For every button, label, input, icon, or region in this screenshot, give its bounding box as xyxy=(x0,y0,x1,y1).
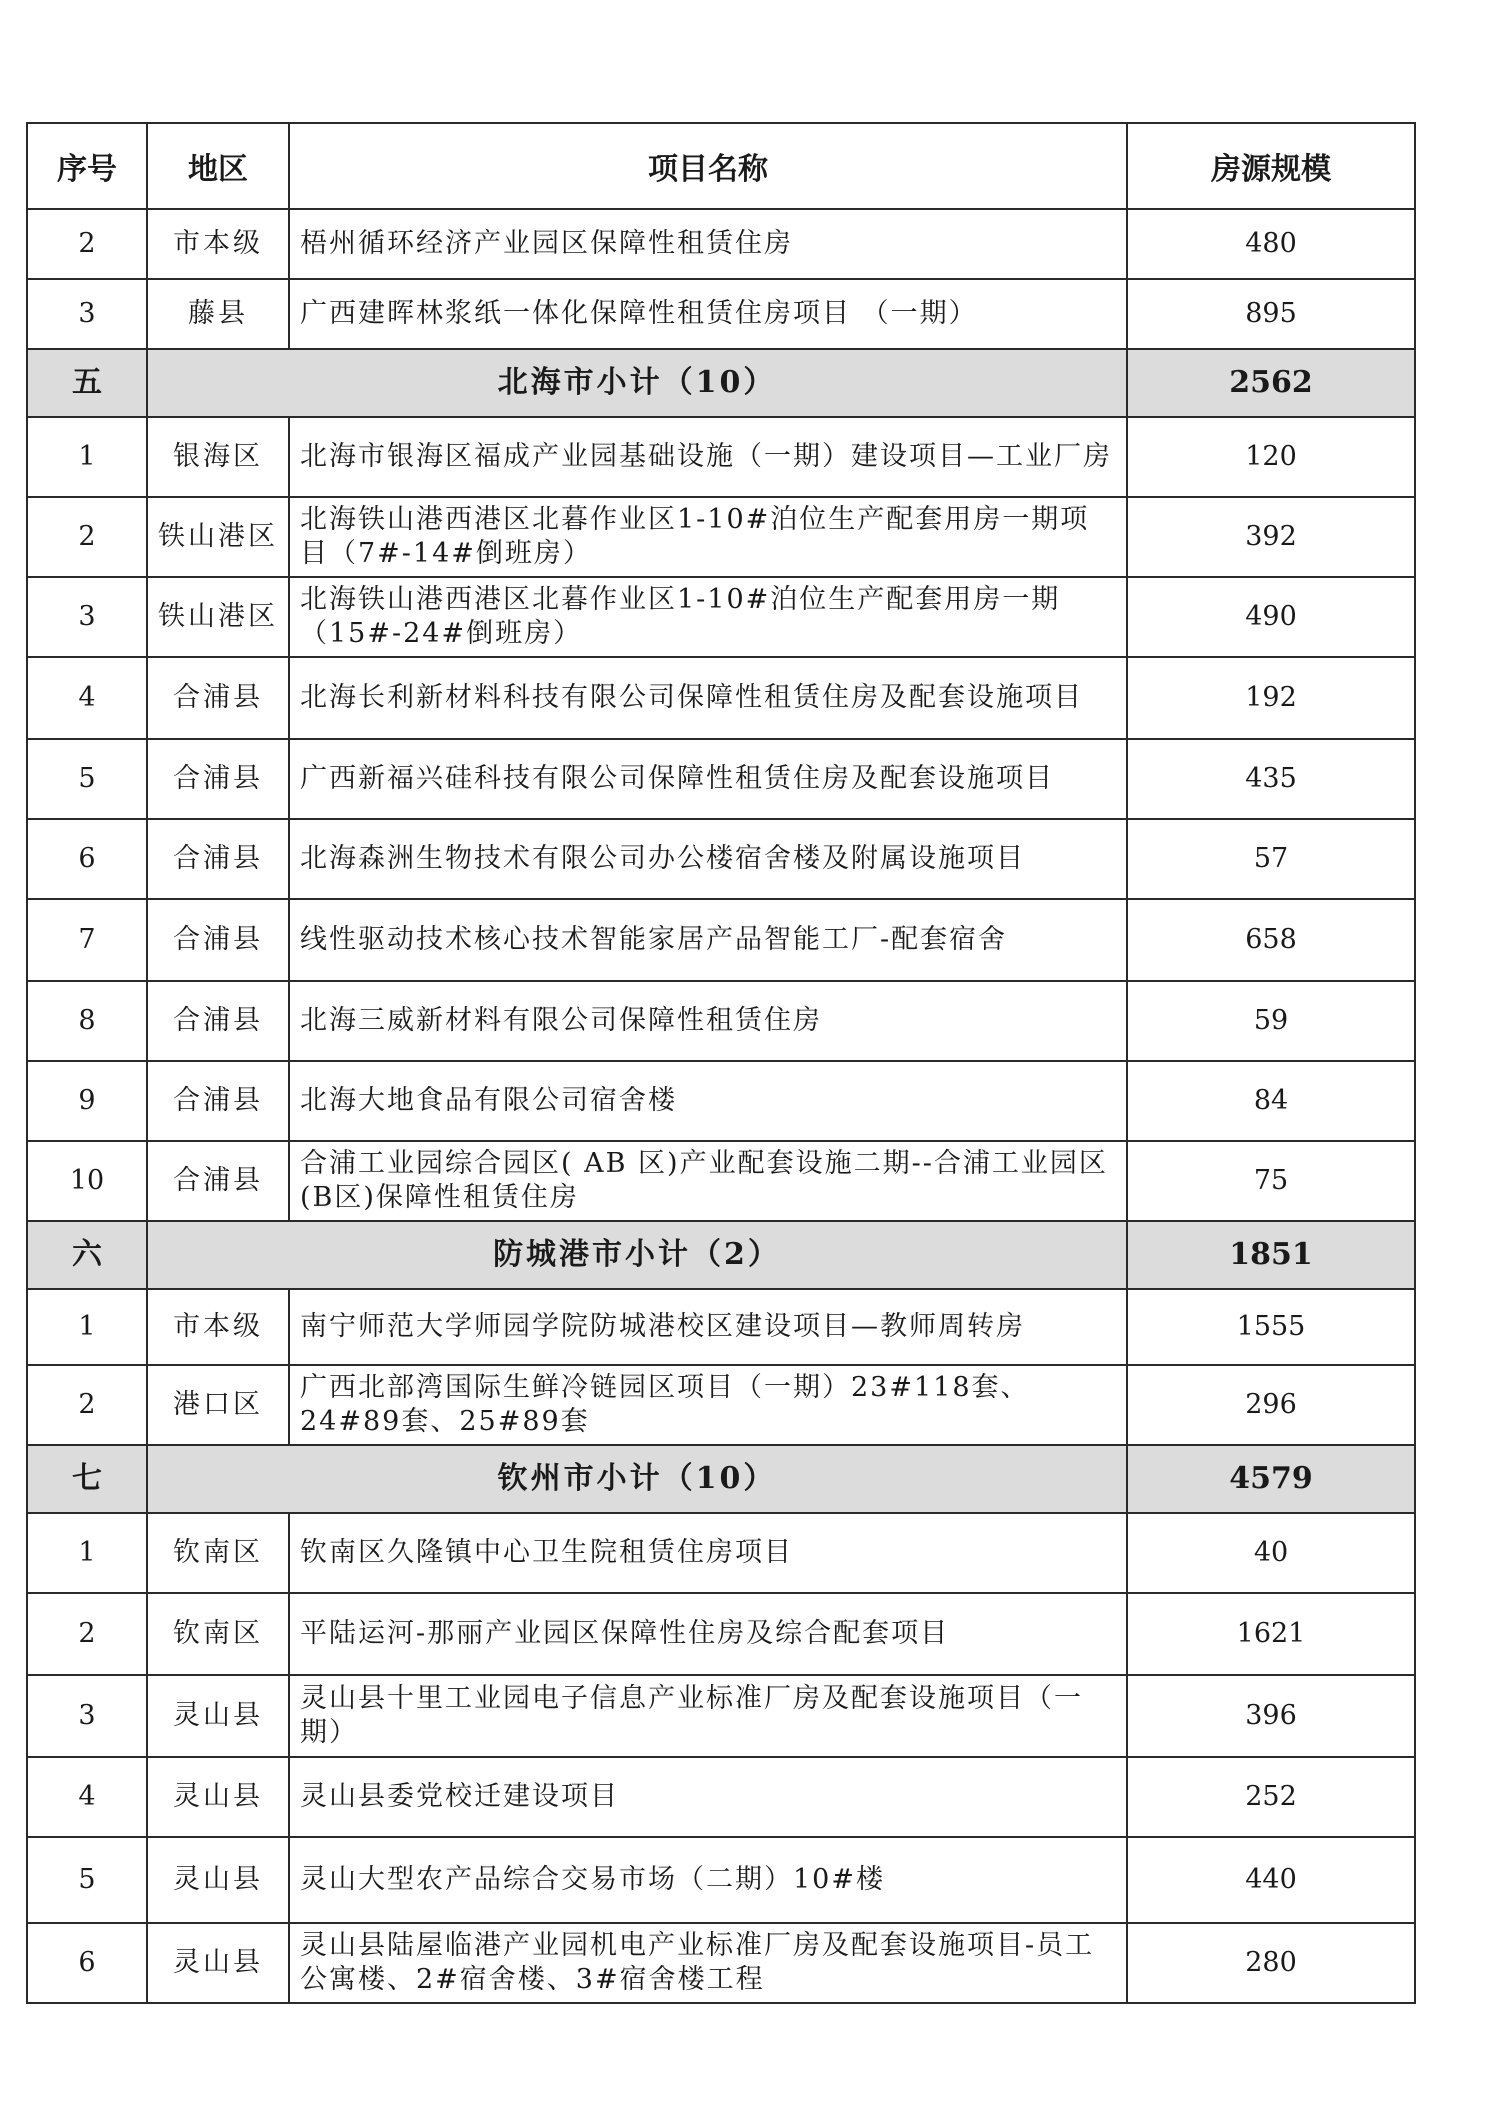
table-row xyxy=(27,1141,1415,1221)
row-scale: 192 xyxy=(1127,657,1415,739)
row-region: 市本级 xyxy=(147,1289,289,1365)
subtotal-row xyxy=(27,1221,1415,1289)
table-row xyxy=(27,739,1415,819)
table-row xyxy=(27,819,1415,899)
row-project-name: 北海大地食品有限公司宿舍楼 xyxy=(289,1061,1127,1141)
subtotal-no: 六 xyxy=(27,1221,147,1289)
row-no: 3 xyxy=(27,577,147,657)
row-project-name: 北海三威新材料有限公司保障性租赁住房 xyxy=(289,981,1127,1061)
row-region: 港口区 xyxy=(147,1365,289,1445)
row-scale: 396 xyxy=(1127,1675,1415,1757)
table-row xyxy=(27,657,1415,739)
row-region: 灵山县 xyxy=(147,1923,289,2003)
table-row xyxy=(27,981,1415,1061)
row-scale: 658 xyxy=(1127,899,1415,981)
row-project-name: 梧州循环经济产业园区保障性租赁住房 xyxy=(289,209,1127,279)
subtotal-no: 七 xyxy=(27,1445,147,1513)
row-region: 合浦县 xyxy=(147,981,289,1061)
table-row xyxy=(27,1675,1415,1757)
row-project-name: 北海森洲生物技术有限公司办公楼宿舍楼及附属设施项目 xyxy=(289,819,1127,899)
row-project-name: 北海铁山港西港区北暮作业区1-10#泊位生产配套用房一期项目（7#-14#倒班房） xyxy=(289,497,1127,577)
row-project-name: 北海长利新材料科技有限公司保障性租赁住房及配套设施项目 xyxy=(289,657,1127,739)
table-row xyxy=(27,417,1415,497)
subtotal-scale: 1851 xyxy=(1127,1221,1415,1289)
row-no: 3 xyxy=(27,1675,147,1757)
row-region: 铁山港区 xyxy=(147,577,289,657)
table-row xyxy=(27,577,1415,657)
subtotal-scale: 4579 xyxy=(1127,1445,1415,1513)
row-project-name: 合浦工业园综合园区( AB 区)产业配套设施二期--合浦工业园区(B区)保障性租赁住房 xyxy=(289,1141,1127,1221)
row-region: 合浦县 xyxy=(147,739,289,819)
row-scale: 1555 xyxy=(1127,1289,1415,1365)
row-no: 4 xyxy=(27,657,147,739)
row-scale: 392 xyxy=(1127,497,1415,577)
subtotal-row xyxy=(27,349,1415,417)
row-project-name: 灵山大型农产品综合交易市场（二期）10#楼 xyxy=(289,1837,1127,1923)
row-scale: 252 xyxy=(1127,1757,1415,1837)
row-no: 1 xyxy=(27,1513,147,1593)
row-no: 4 xyxy=(27,1757,147,1837)
row-region: 合浦县 xyxy=(147,819,289,899)
row-scale: 57 xyxy=(1127,819,1415,899)
table-row xyxy=(27,497,1415,577)
row-scale: 280 xyxy=(1127,1923,1415,2003)
row-no: 6 xyxy=(27,819,147,899)
row-no: 6 xyxy=(27,1923,147,2003)
row-scale: 490 xyxy=(1127,577,1415,657)
row-no: 1 xyxy=(27,1289,147,1365)
row-region: 铁山港区 xyxy=(147,497,289,577)
row-region: 钦南区 xyxy=(147,1513,289,1593)
table-row xyxy=(27,1365,1415,1445)
subtotal-scale: 2562 xyxy=(1127,349,1415,417)
row-region: 灵山县 xyxy=(147,1675,289,1757)
row-no: 1 xyxy=(27,417,147,497)
row-no: 5 xyxy=(27,1837,147,1923)
row-no: 2 xyxy=(27,1593,147,1675)
row-project-name: 灵山县委党校迁建设项目 xyxy=(289,1757,1127,1837)
row-project-name: 灵山县陆屋临港产业园机电产业标准厂房及配套设施项目-员工公寓楼、2#宿舍楼、3#宿舍楼工程 xyxy=(289,1923,1127,2003)
header-no: 序号 xyxy=(27,123,147,209)
row-region: 合浦县 xyxy=(147,1061,289,1141)
table-header-row xyxy=(27,123,1415,209)
row-project-name: 北海铁山港西港区北暮作业区1-10#泊位生产配套用房一期（15#-24#倒班房） xyxy=(289,577,1127,657)
row-no: 2 xyxy=(27,497,147,577)
table-row xyxy=(27,209,1415,279)
row-project-name: 北海市银海区福成产业园基础设施（一期）建设项目—工业厂房 xyxy=(289,417,1127,497)
row-project-name: 广西建晖林浆纸一体化保障性租赁住房项目 （一期） xyxy=(289,279,1127,349)
row-scale: 296 xyxy=(1127,1365,1415,1445)
row-scale: 59 xyxy=(1127,981,1415,1061)
row-scale: 895 xyxy=(1127,279,1415,349)
row-region: 合浦县 xyxy=(147,1141,289,1221)
table-row xyxy=(27,1593,1415,1675)
row-scale: 84 xyxy=(1127,1061,1415,1141)
row-region: 灵山县 xyxy=(147,1757,289,1837)
row-no: 2 xyxy=(27,209,147,279)
row-region: 灵山县 xyxy=(147,1837,289,1923)
header-name: 项目名称 xyxy=(289,123,1127,209)
table-row xyxy=(27,1289,1415,1365)
table-row xyxy=(27,899,1415,981)
table-row xyxy=(27,1757,1415,1837)
table-row xyxy=(27,1837,1415,1923)
row-region: 银海区 xyxy=(147,417,289,497)
row-project-name: 广西新福兴硅科技有限公司保障性租赁住房及配套设施项目 xyxy=(289,739,1127,819)
table-row xyxy=(27,1923,1415,2003)
row-scale: 75 xyxy=(1127,1141,1415,1221)
row-no: 10 xyxy=(27,1141,147,1221)
row-scale: 440 xyxy=(1127,1837,1415,1923)
row-region: 合浦县 xyxy=(147,899,289,981)
row-no: 8 xyxy=(27,981,147,1061)
row-no: 7 xyxy=(27,899,147,981)
table-body xyxy=(27,209,1415,2003)
row-project-name: 广西北部湾国际生鲜冷链园区项目（一期）23#118套、24#89套、25#89套 xyxy=(289,1365,1127,1445)
row-region: 藤县 xyxy=(147,279,289,349)
row-scale: 40 xyxy=(1127,1513,1415,1593)
row-project-name: 线性驱动技术核心技术智能家居产品智能工厂-配套宿舍 xyxy=(289,899,1127,981)
row-project-name: 平陆运河-那丽产业园区保障性住房及综合配套项目 xyxy=(289,1593,1127,1675)
row-project-name: 钦南区久隆镇中心卫生院租赁住房项目 xyxy=(289,1513,1127,1593)
row-scale: 480 xyxy=(1127,209,1415,279)
row-project-name: 灵山县十里工业园电子信息产业标准厂房及配套设施项目（一期） xyxy=(289,1675,1127,1757)
header-region: 地区 xyxy=(147,123,289,209)
row-scale: 435 xyxy=(1127,739,1415,819)
subtotal-title: 防城港市小计（2） xyxy=(147,1221,1127,1289)
row-project-name: 南宁师范大学师园学院防城港校区建设项目—教师周转房 xyxy=(289,1289,1127,1365)
row-no: 3 xyxy=(27,279,147,349)
table-row xyxy=(27,1061,1415,1141)
subtotal-no: 五 xyxy=(27,349,147,417)
subtotal-title: 北海市小计（10） xyxy=(147,349,1127,417)
row-region: 合浦县 xyxy=(147,657,289,739)
project-table xyxy=(26,122,1416,2004)
row-region: 钦南区 xyxy=(147,1593,289,1675)
row-scale: 120 xyxy=(1127,417,1415,497)
row-no: 9 xyxy=(27,1061,147,1141)
table-row xyxy=(27,1513,1415,1593)
subtotal-row xyxy=(27,1445,1415,1513)
row-no: 5 xyxy=(27,739,147,819)
table-row xyxy=(27,279,1415,349)
subtotal-title: 钦州市小计（10） xyxy=(147,1445,1127,1513)
row-no: 2 xyxy=(27,1365,147,1445)
header-scale: 房源规模 xyxy=(1127,123,1415,209)
row-scale: 1621 xyxy=(1127,1593,1415,1675)
row-region: 市本级 xyxy=(147,209,289,279)
